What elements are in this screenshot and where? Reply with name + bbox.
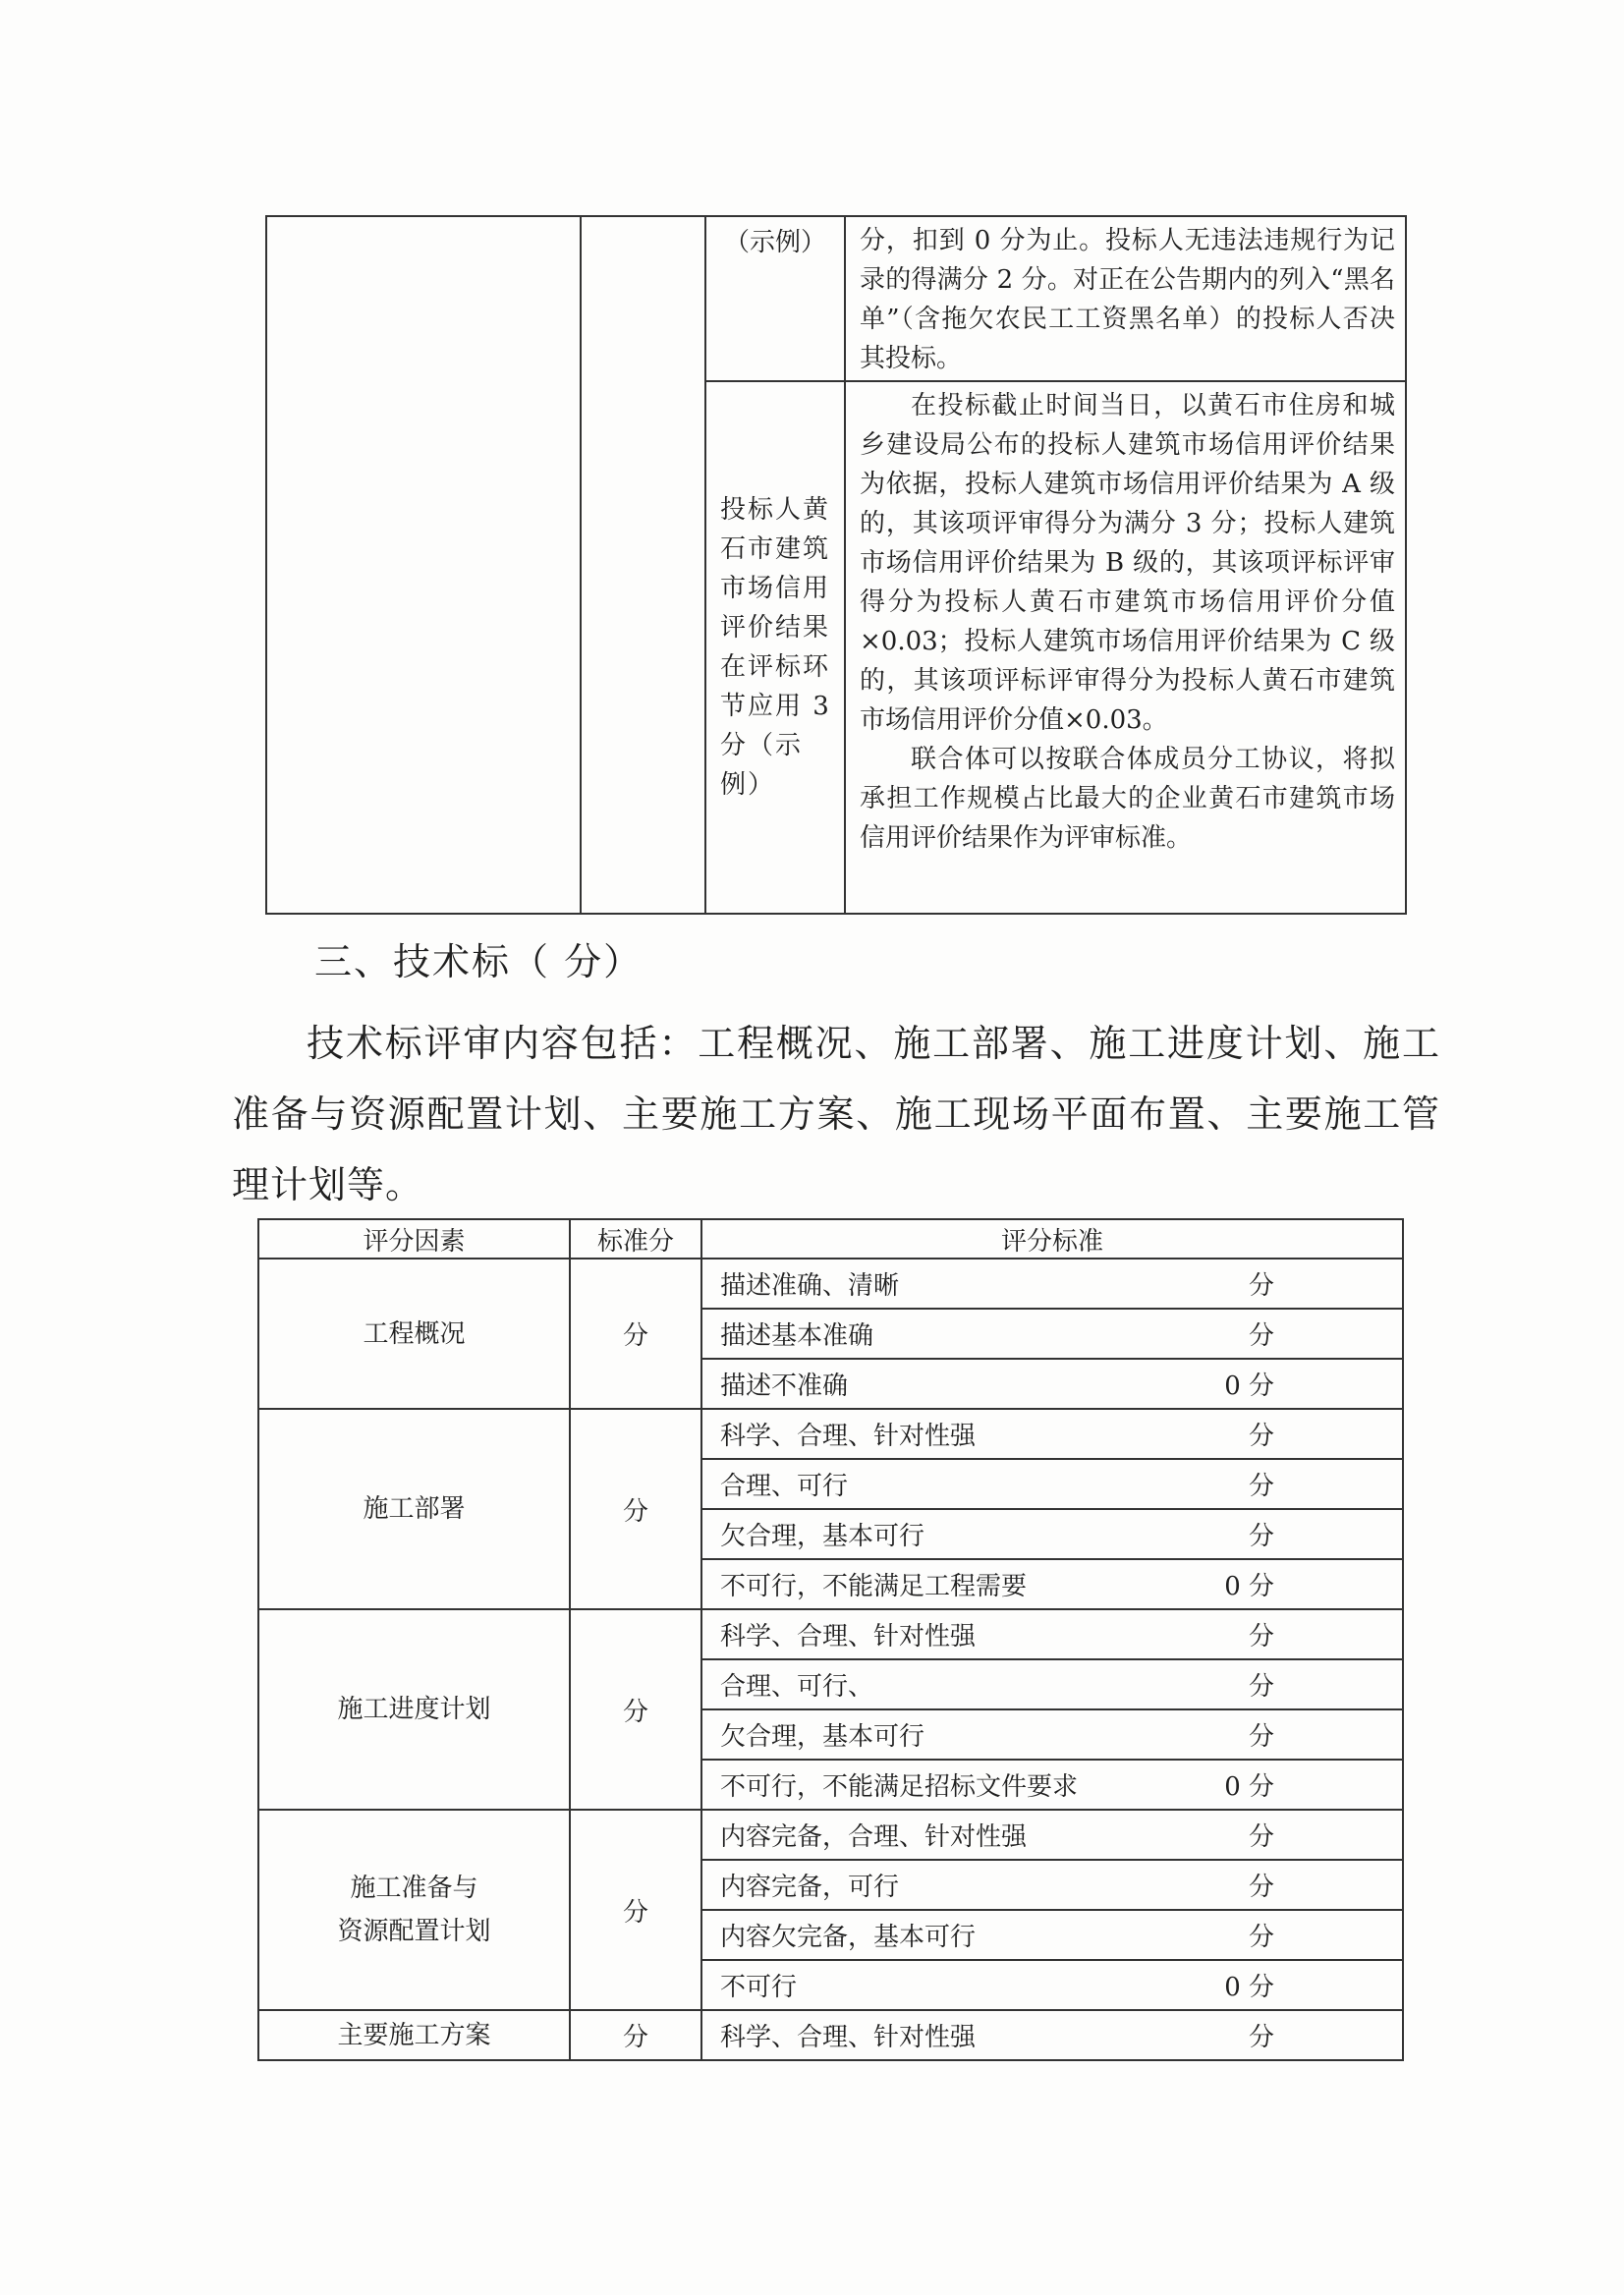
factor-cell: [258, 1810, 570, 2010]
criteria-cell: [701, 1860, 1403, 1910]
criteria-text: 内容欠完备，基本可行: [720, 1923, 977, 1952]
criteria-text: 内容完备，可行: [720, 1873, 900, 1902]
item-cell: （示例）: [705, 216, 845, 381]
criteria-score: 分: [1248, 1822, 1274, 1852]
criteria-text: 科学、合理、针对性强: [720, 1622, 977, 1651]
table-row: [258, 1409, 1403, 1459]
item-cell-credit: 投标人黄石市建筑市场信用评价结果在评标环节应用 3 分（示例）: [705, 381, 845, 914]
empty-cell-factor: [266, 216, 581, 914]
technical-scoring-table: [257, 1218, 1404, 2061]
criteria-score: 分: [1248, 1522, 1274, 1551]
criteria-cell: [701, 1359, 1403, 1409]
criteria-cell: [701, 1810, 1403, 1860]
criteria-paragraph: 在投标截止时间当日，以黄石市住房和城乡建设局公布的投标人建筑市场信用评价结果为依据，投标人建筑市场信用评价结果为 A 级的，其该项评审得分为满分 3 分；投标人建筑市场信用评价结果为 B 级的，其该项评标评审得分为投标人黄石市建筑市场信用评价分值×0.03；投标人建筑市场信用评价结果为 C 级的，其该项评标评审得分为投标人黄石市建筑市场信用评价分值×0.03。: [860, 391, 1395, 735]
criteria-score: 分: [1248, 1321, 1274, 1351]
criteria-text: 科学、合理、针对性强: [720, 1422, 977, 1451]
standard-cell: 分: [570, 1810, 701, 2010]
table-row: [258, 1810, 1403, 1860]
criteria-text: 不可行，不能满足招标文件要求: [720, 1772, 1079, 1802]
criteria-score: 0 分: [1224, 1772, 1274, 1802]
criteria-text: 合理、可行: [720, 1472, 849, 1501]
criteria-cell: [701, 1659, 1403, 1709]
standard-cell: 分: [570, 1259, 701, 1409]
table-row: [258, 1259, 1403, 1309]
criteria-score: 0 分: [1224, 1371, 1274, 1401]
criteria-text: 内容完备，合理、针对性强: [720, 1822, 1028, 1852]
criteria-score: 分: [1248, 1622, 1274, 1651]
standard-cell: 分: [570, 2010, 701, 2060]
criteria-text: 描述基本准确: [720, 1321, 874, 1351]
criteria-text: 不可行: [720, 1973, 798, 2002]
criteria-score: 分: [1248, 1672, 1274, 1702]
criteria-score: 分: [1248, 2023, 1274, 2052]
criteria-cell: [701, 1760, 1403, 1810]
table-row: [258, 2010, 1403, 2060]
standard-cell: 分: [570, 1409, 701, 1609]
criteria-score: 分: [1248, 1422, 1274, 1451]
criteria-cell: [701, 1559, 1403, 1609]
criteria-cell: [701, 1459, 1403, 1509]
criteria-score: 分: [1248, 1271, 1274, 1301]
criteria-paragraph: 联合体可以按联合体成员分工协议，将拟承担工作规模占比最大的企业黄石市建筑市场信用评价结果作为评审标准。: [860, 745, 1395, 853]
criteria-cell: [701, 2010, 1403, 2060]
criteria-cell: [701, 1309, 1403, 1359]
criteria-cell: [701, 1709, 1403, 1760]
criteria-cell: [701, 1910, 1403, 1960]
criteria-cell: [701, 1960, 1403, 2010]
criteria-cell: [701, 1609, 1403, 1659]
criteria-score: 分: [1248, 1472, 1274, 1501]
criteria-text: 欠合理，基本可行: [720, 1522, 925, 1551]
criteria-cell: [701, 1409, 1403, 1459]
criteria-score: 分: [1248, 1923, 1274, 1952]
criteria-text: 欠合理，基本可行: [720, 1722, 925, 1752]
header-criteria: 评分标准: [701, 1219, 1403, 1259]
header-factor: 评分因素: [258, 1219, 570, 1259]
factor-cell: 工程概况: [258, 1259, 570, 1409]
criteria-text: 描述不准确: [720, 1371, 849, 1401]
empty-cell-standard: [581, 216, 705, 914]
criteria-score: 分: [1248, 1873, 1274, 1902]
factor-line: 资源配置计划: [337, 1917, 491, 1946]
criteria-cell: [701, 1509, 1403, 1559]
factor-line: 施工准备与: [350, 1874, 478, 1903]
factor-cell: 施工部署: [258, 1409, 570, 1609]
criteria-score: 0 分: [1224, 1973, 1274, 2002]
table-row: [258, 1609, 1403, 1659]
criteria-score: 0 分: [1224, 1572, 1274, 1601]
criteria-cell-credit: [845, 381, 1406, 914]
criteria-score: 分: [1248, 1722, 1274, 1752]
criteria-text: 科学、合理、针对性强: [720, 2023, 977, 2052]
criteria-text: 描述准确、清晰: [720, 1271, 900, 1301]
section-heading: 三、技术标（ 分）: [314, 940, 644, 983]
criteria-text: 合理、可行、: [720, 1672, 874, 1702]
credit-evaluation-table-continued: [265, 215, 1407, 915]
criteria-cell: [701, 1259, 1403, 1309]
section-paragraph: 技术标评审内容包括：工程概况、施工部署、施工进度计划、施工准备与资源配置计划、主要施工方案、施工现场平面布置、主要施工管理计划等。: [232, 1022, 1440, 1206]
standard-cell: 分: [570, 1609, 701, 1810]
factor-cell: 施工进度计划: [258, 1609, 570, 1810]
criteria-text: 不可行，不能满足工程需要: [720, 1572, 1028, 1601]
factor-cell: 主要施工方案: [258, 2010, 570, 2060]
header-standard: 标准分: [570, 1219, 701, 1259]
criteria-cell: 分，扣到 0 分为止。投标人无违法违规行为记录的得满分 2 分。对正在公告期内的列入“黑名单”（含拖欠农民工工资黑名单）的投标人否决其投标。: [845, 216, 1406, 381]
